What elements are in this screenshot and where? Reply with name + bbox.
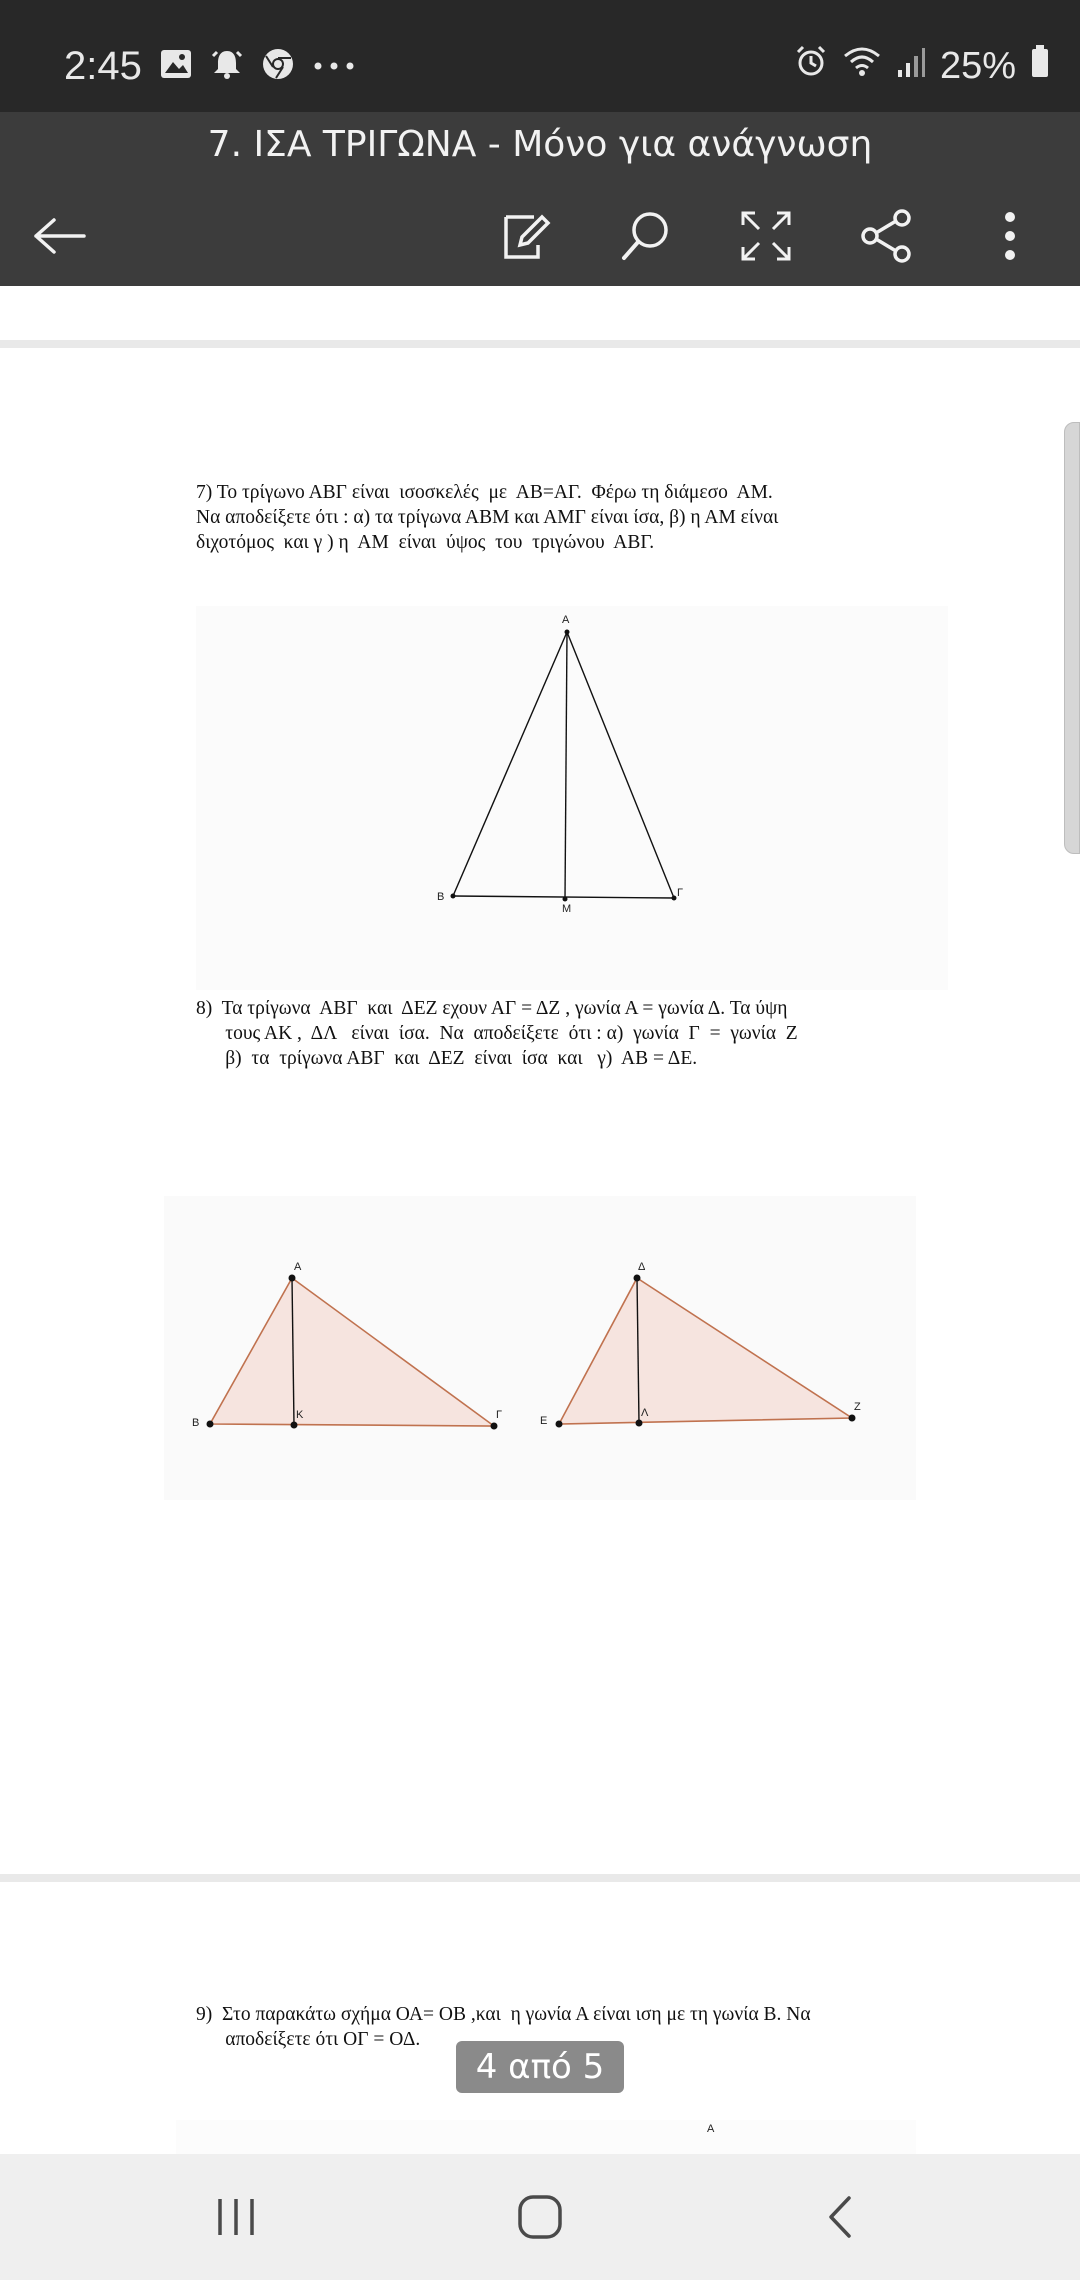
- share-icon[interactable]: [852, 202, 920, 270]
- point-d: [634, 1275, 641, 1282]
- point-z: [849, 1415, 856, 1422]
- figure-background: [176, 2120, 916, 2154]
- recent-apps-icon[interactable]: [196, 2184, 276, 2250]
- battery-icon: [1030, 44, 1050, 88]
- point-a: [565, 630, 570, 635]
- figure-background: [196, 606, 948, 990]
- app-bar: [0, 112, 1080, 286]
- document-title: 7. ΙΣΑ ΤΡΙΓΩΝΑ - Μόνο για ανάγνωση: [207, 124, 873, 165]
- alarm-clock-icon: [794, 44, 828, 88]
- problem-7-text: [196, 480, 778, 555]
- more-dots-icon: [312, 58, 356, 76]
- label-k: K: [296, 1409, 304, 1421]
- point-m: [563, 897, 568, 902]
- page-3: [0, 348, 1080, 1874]
- label-g: Γ: [496, 1409, 503, 1421]
- point-k: [291, 1422, 298, 1429]
- text-line: Να αποδείξετε ότι : α) τα τρίγωνα ΑΒΜ και ΑΜΓ είναι ίσα, β) η ΑΜ είναι: [196, 507, 779, 528]
- battery-level: 25%: [939, 44, 1016, 87]
- image-icon: [160, 49, 192, 84]
- status-bar: [0, 0, 1080, 112]
- scroll-handle[interactable]: [1064, 422, 1080, 854]
- page-indicator: 4 από 5: [456, 2041, 624, 2093]
- text-line: αποδείξετε ότι ΟΓ = ΟΔ.: [196, 2029, 421, 2050]
- point-g: [672, 896, 677, 901]
- label-g: Γ: [677, 887, 684, 899]
- text-line: 9) Στο παρακάτω σχήμα ΟΑ= ΟΒ ,και η γωνία Α είναι ιση με τη γωνία Β. Να: [196, 2004, 811, 2025]
- point-b: [207, 1421, 214, 1428]
- label-e: E: [540, 1415, 548, 1427]
- point-a: [289, 1275, 296, 1282]
- label-a: A: [562, 614, 570, 626]
- figure-two-triangles: [164, 1196, 916, 1500]
- text-line: διχοτόμος και γ ) η ΑΜ είναι ύψος του τριγώνου ΑΒΓ.: [196, 532, 655, 553]
- point-g: [491, 1423, 498, 1430]
- text-line: β) τα τρίγωνα ΑΒΓ και ΔΕΖ είναι ίσα και γ) ΑΒ = ΔΕ.: [196, 1048, 698, 1069]
- chrome-icon: [262, 48, 294, 85]
- home-icon[interactable]: [500, 2184, 580, 2250]
- text-line: 8) Τα τρίγωνα ΑΒΓ και ΔΕΖ εχουν ΑΓ = ΔΖ , γωνία Α = γωνία Δ. Τα ύψη: [196, 998, 788, 1019]
- document-viewer[interactable]: [0, 286, 1080, 2154]
- figure-problem-9-top: [176, 2120, 916, 2154]
- overflow-menu-icon[interactable]: [976, 202, 1044, 270]
- label-a: A: [294, 1261, 302, 1273]
- back-icon[interactable]: [800, 2184, 880, 2250]
- navigation-bar: [0, 2154, 1080, 2280]
- label-l: Λ: [641, 1407, 649, 1419]
- alarm-bell-icon: [210, 48, 244, 85]
- page-2-bottom: [0, 286, 1080, 340]
- point-b: [451, 894, 456, 899]
- signal-icon: [896, 45, 926, 88]
- fullscreen-icon[interactable]: [732, 202, 800, 270]
- label-m: M: [562, 903, 572, 915]
- label-z: Z: [854, 1401, 861, 1413]
- label-a: A: [707, 2123, 715, 2135]
- page-4: [0, 1882, 1080, 2154]
- point-l: [636, 1420, 643, 1427]
- back-arrow-icon[interactable]: [26, 202, 94, 270]
- text-line: 7) Το τρίγωνο ΑΒΓ είναι ισοσκελές με ΑΒ=ΑΓ. Φέρω τη διάμεσο ΑΜ.: [196, 482, 773, 503]
- label-b: B: [437, 891, 445, 903]
- point-e: [556, 1421, 563, 1428]
- search-icon[interactable]: [612, 202, 680, 270]
- status-time: 2:45: [64, 44, 142, 88]
- label-b: B: [192, 1417, 200, 1429]
- figure-isosceles-triangle: [196, 606, 948, 990]
- label-d: Δ: [638, 1261, 646, 1273]
- text-line: τους ΑΚ , ΔΛ είναι ίσα. Να αποδείξετε ότι : α) γωνία Γ = γωνία Ζ: [196, 1023, 798, 1044]
- edit-icon[interactable]: [492, 202, 560, 270]
- wifi-icon: [842, 44, 882, 88]
- problem-8-text: [196, 996, 798, 1071]
